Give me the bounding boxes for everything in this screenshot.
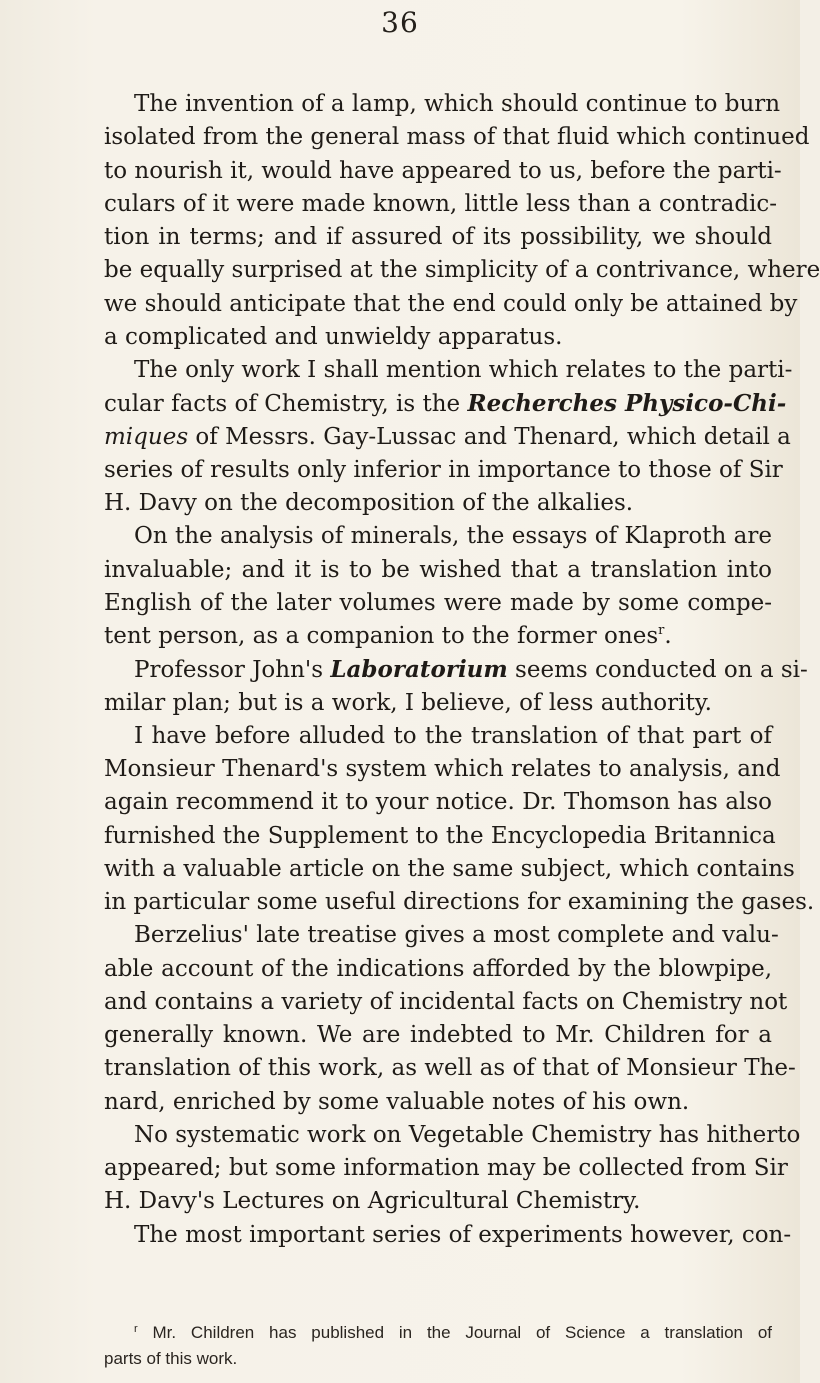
footnote-line: parts of this work. bbox=[104, 1349, 238, 1368]
text-line: No systematic work on Vegetable Chemistry has hitherto bbox=[134, 1121, 801, 1148]
text-line: The invention of a lamp, which should continue to burn bbox=[134, 91, 781, 117]
text-run: tent person, as a companion to the former ones bbox=[104, 623, 659, 649]
text-line: series of results only inferior in importance to those of Sir bbox=[104, 456, 783, 483]
text-line: tion in terms; and if assured of its possibility, we should bbox=[104, 224, 772, 250]
footnote bbox=[104, 1320, 772, 1372]
text-line: we should anticipate that the end could only be attained by bbox=[104, 290, 798, 317]
text-line: furnished the Supplement to the Encyclopedia Britannica bbox=[104, 822, 776, 849]
text-line: in particular some useful directions for examining the gases. bbox=[104, 889, 815, 915]
text-line: The only work I shall mention which relates to the parti- bbox=[134, 357, 793, 383]
text-line: again recommend it to your notice. Dr. Thomson has also bbox=[104, 789, 772, 816]
text-line: be equally surprised at the simplicity of a contrivance, where bbox=[104, 257, 820, 284]
text-line: tent person, as a companion to the former ones$^r$. bbox=[104, 623, 672, 649]
text-line: able account of the indications afforded by the blowpipe, bbox=[104, 955, 772, 982]
recherches-title: Recherches Physico-Chi- bbox=[467, 390, 787, 418]
text-line: I have before alluded to the translation of that part of bbox=[134, 722, 772, 749]
recherches-title-continued: miques bbox=[104, 423, 189, 450]
text-run: cular facts of Chemistry, is the bbox=[104, 391, 468, 418]
text-line: generally known. We are indebted to Mr. Children for a bbox=[104, 1022, 772, 1048]
text-run: seems conducted on a si- bbox=[507, 657, 808, 684]
text-line bbox=[104, 653, 808, 686]
text-line: to nourish it, would have appeared to us, before the parti- bbox=[104, 157, 782, 184]
laboratorium-title: Laboratorium bbox=[330, 656, 508, 684]
text-run: Professor John's bbox=[134, 657, 331, 684]
text-run: of Messrs. Gay-Lussac and Thenard, which detail a bbox=[188, 423, 791, 450]
page-number: 36 bbox=[381, 6, 419, 39]
text-line: English of the later volumes were made by some compe- bbox=[104, 589, 772, 616]
text-line: Berzelius' late treatise gives a most complete and valu- bbox=[134, 922, 779, 949]
text-line: milar plan; but is a work, I believe, of less authority. bbox=[104, 689, 712, 716]
text-line: invaluable; and it is to be wished that a translation into bbox=[104, 556, 772, 583]
text-line: nard, enriched by some valuable notes of his own. bbox=[104, 1088, 690, 1115]
text-line bbox=[104, 421, 791, 454]
text-line bbox=[104, 387, 787, 420]
footnote-marker: r bbox=[134, 1323, 138, 1335]
text-line: with a valuable article on the same subject, which contains bbox=[104, 855, 795, 882]
text-line: a complicated and unwieldy apparatus. bbox=[104, 323, 563, 350]
body-text bbox=[104, 88, 820, 1252]
footnote-text: Mr. Children has published in the Journal of Science a translation of bbox=[152, 1323, 772, 1342]
text-line: appeared; but some information may be collected from Sir bbox=[104, 1155, 788, 1181]
text-line: H. Davy's Lectures on Agricultural Chemistry. bbox=[104, 1188, 641, 1215]
footnote-line bbox=[104, 1320, 772, 1346]
footnote-reference: r bbox=[658, 623, 665, 638]
text-line: The most important series of experiments however, con- bbox=[134, 1221, 792, 1248]
text-line: isolated from the general mass of that fluid which continued bbox=[104, 124, 810, 151]
text-line: Monsieur Thenard's system which relates to analysis, and bbox=[104, 756, 781, 782]
text-line: H. Davy on the decomposition of the alkalies. bbox=[104, 490, 634, 516]
text-line: On the analysis of minerals, the essays of Klaproth are bbox=[134, 523, 772, 550]
text-line: culars of it were made known, little less than a contradic- bbox=[104, 190, 778, 217]
text-line: translation of this work, as well as of that of Monsieur The- bbox=[104, 1055, 796, 1082]
text-line: and contains a variety of incidental facts on Chemistry not bbox=[104, 988, 788, 1015]
